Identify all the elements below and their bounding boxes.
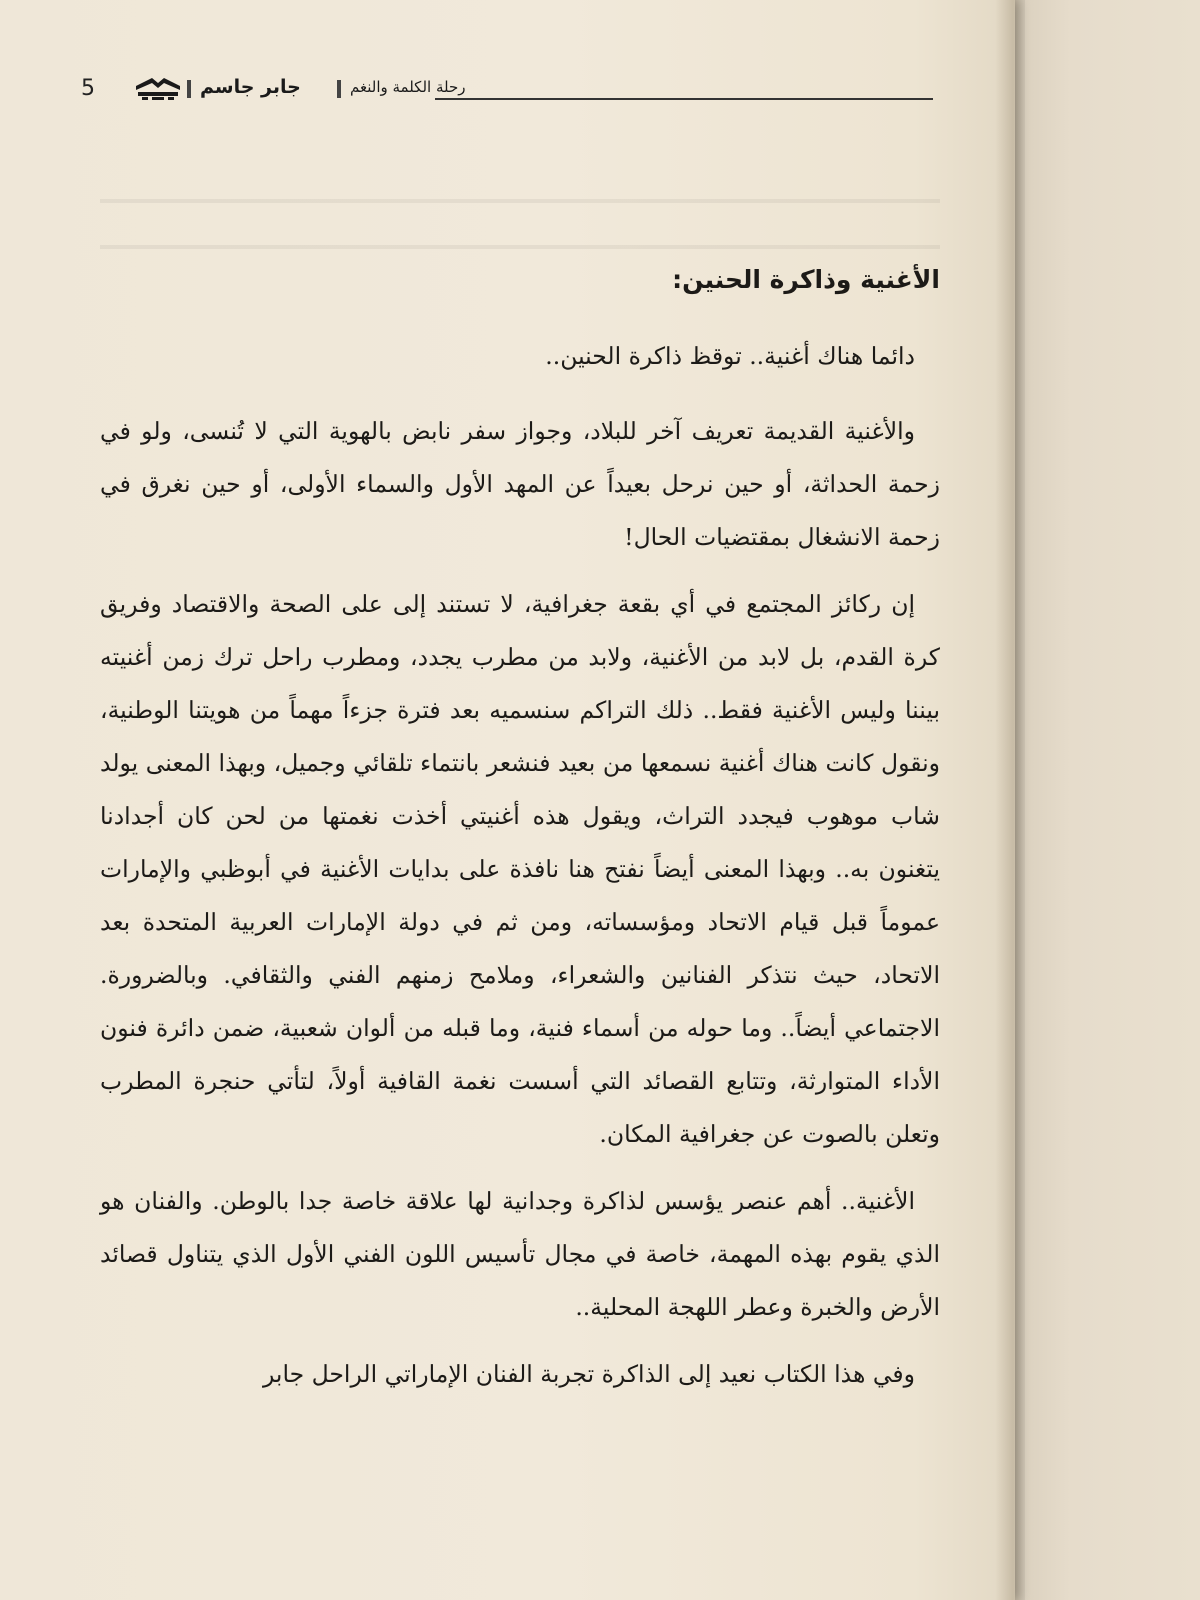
author-name: جابر جاسم (200, 76, 301, 98)
paragraph: إن ركائز المجتمع في أي بقعة جغرافية، لا تستند إلى على الصحة والاقتصاد وفريق كرة القدم، بل لابد من الأغنية، ولابد من مطرب يجدد، ومطرب راحل ترك زمن أغنيته بيننا وليس الأغنية فقط.. ذلك التراكم سنسميه بعد فترة جزءاً مهماً من هويتنا الوطنية، ونقول كانت هناك أغنية نسمعها من بعيد فنشعر بانتماء تلقائي وجميل، وبهذا المعنى يولد شاب موهوب فيجدد التراث، ويقول هذه أغنيتي أخذت نغمتها من لحن كان أجدادنا يتغنون به.. وبهذا المعنى أيضاً نفتح هنا نافذة على بدايات الأغنية في أبوظبي والإمارات عموماً قبل قيام الاتحاد ومؤسساته، ومن ثم في دولة الإمارات العربية المتحدة بعد الاتحاد، حيث نتذكر الفنانين والشعراء، وملامح زمنهم الفني والثقافي. وبالضرورة. الاجتماعي أيضاً.. وما حوله من أسماء فنية، وما قبله من ألوان شعبية، ضمن دائرة فنون الأداء المتوارثة، وتتابع القصائد التي أسست نغمة القافية أولاً، لتأتي حنجرة المطرب وتعلن بالصوت عن جغرافية المكان. (100, 590, 940, 1148)
adjacent-page-edge (1015, 0, 1200, 1600)
page-number: 5 (81, 76, 95, 101)
paragraph: الأغنية.. أهم عنصر يؤسس لذاكرة وجدانية لها علاقة خاصة جدا بالوطن. والفنان هو الذي يقوم بهذه المهمة، خاصة في مجال تأسيس اللون الفني الأول الذي يتناول قصائد الأرض والخبرة وعطر اللهجة المحلية.. (100, 1187, 940, 1321)
running-header (75, 68, 935, 108)
paragraph: وفي هذا الكتاب نعيد إلى الذاكرة تجربة الفنان الإماراتي الراحل جابر (262, 1360, 915, 1388)
publisher-logo (130, 70, 186, 104)
header-separator (337, 80, 341, 98)
book-title: رحلة الكلمة والنغم (350, 78, 466, 96)
gutter-shadow (995, 0, 1025, 1600)
page-body (100, 262, 940, 1415)
header-separator (187, 80, 191, 98)
section-heading: الأغنية وذاكرة الحنين: (672, 265, 940, 294)
paragraph: والأغنية القديمة تعريف آخر للبلاد، وجواز سفر نابض بالهوية التي لا تُنسى، ولو في زحمة الحداثة، أو حين نرحل بعيداً عن المهد الأول والسماء الأولى، أو حين نغرق في زحمة الانشغال بمقتضيات الحال! (100, 417, 940, 551)
paragraph: دائما هناك أغنية.. توقظ ذاكرة الحنين.. (545, 342, 915, 370)
header-rule (435, 98, 933, 100)
